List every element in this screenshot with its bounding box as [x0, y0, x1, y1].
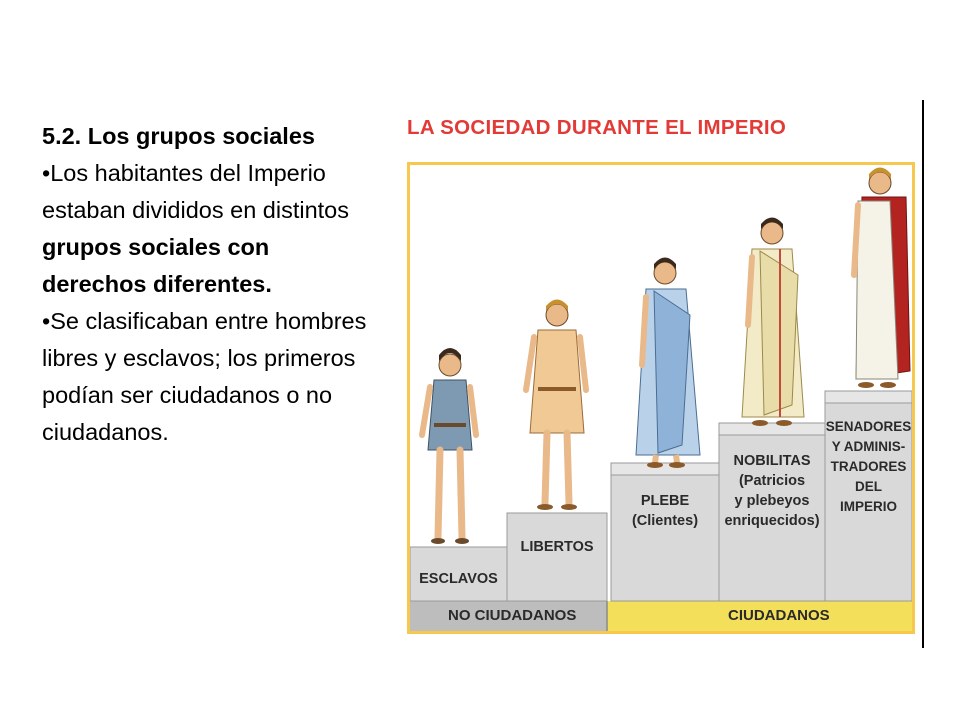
slide-heading: 5.2. Los grupos sociales — [42, 123, 315, 149]
nobilitas-figure — [742, 218, 804, 427]
figure-edge-line — [922, 100, 924, 648]
label-libertos: LIBERTOS — [520, 539, 594, 555]
liberto-figure — [526, 300, 586, 511]
plebe-figure — [636, 258, 700, 469]
label-senadores: SENADORES Y ADMINIS- TRADORES DEL IMPERIO — [825, 419, 912, 514]
bullet-1 — [42, 155, 372, 303]
label-nobilitas: NOBILITAS (Patricios y plebeyos enriquecidos) — [724, 453, 820, 529]
esclavo-figure — [422, 348, 476, 544]
bullet-1-bold: grupos sociales con derechos diferentes. — [42, 234, 272, 297]
slide-text — [42, 118, 372, 451]
band-label-ciudadanos: CIUDADANOS — [728, 607, 830, 624]
band-label-no-ciudadanos: NO CIUDADANOS — [448, 607, 577, 624]
step-libertos — [507, 513, 607, 601]
figure-frame — [407, 162, 915, 634]
bullet-1-plain: •Los habitantes del Imperio estaban divididos en distintos — [42, 160, 350, 223]
label-plebe: PLEBE (Clientes) — [631, 493, 699, 529]
label-esclavos: ESCLAVOS — [419, 571, 498, 587]
figure-title: LA SOCIEDAD DURANTE EL IMPERIO — [407, 116, 787, 139]
society-figure — [395, 100, 925, 650]
social-pyramid-illustration — [410, 165, 912, 631]
senador-figure — [854, 168, 910, 389]
bullet-2: •Se clasificaban entre hombres libres y esclavos; los primeros podían ser ciudadanos o no ciudadanos. — [42, 308, 367, 445]
